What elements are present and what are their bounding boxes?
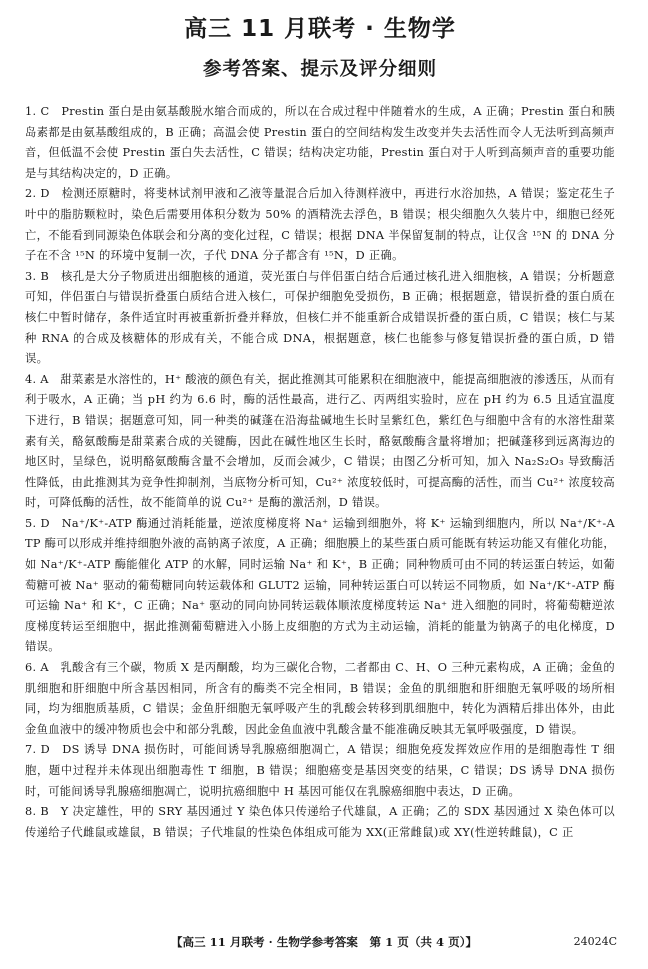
page-footer: 【高三 11 月联考 · 生物学参考答案 第 1 页（共 4 页）】: [170, 935, 478, 949]
answer-item-7: 7. D DS 诱导 DNA 损伤时，可能间诱导乳腺癌细胞凋亡，A 错误；细胞免疫发挥效应作用的是细胞毒性 T 细胞，题中过程并未体现出细胞毒性 T 细胞，B 错误；细胞癌变是基因突变的结果，C 错误；DS 诱导 DNA 损伤时，可能间诱导乳腺癌细胞凋亡，说明抗癌细胞中 H 基因可能仅在乳腺癌细胞中表达，D 正确。: [25, 743, 615, 798]
answer-item-5: 5. D Na⁺/K⁺-ATP 酶通过消耗能量，逆浓度梯度将 Na⁺ 运输到细胞外，将 K⁺ 运输到细胞内，所以 Na⁺/K⁺-ATP 酶可以形成并维持细胞外液的高钠离子浓度，A 正确；细胞膜上的某些蛋白质可能既有转运功能又有催化功能，如 Na⁺/K⁺-ATP 酶能催化 ATP 的水解，同时运输 Na⁺ 和 K⁺，B 正确；同种物质可由不同的转运蛋白转运，如葡萄糖可被 Na⁺ 驱动的葡萄糖同向转运载体和 GLUT2 运输，同种转运蛋白可以转运不同物质，如 Na⁺/K⁺-ATP 酶可运输 Na⁺ 和 K⁺，C 正确；Na⁺ 驱动的同向协同转运载体顺浓度梯度转运 Na⁺ 进入细胞的同时，将葡萄糖逆浓度梯度转运至细胞中，据此推测葡萄糖进入小肠上皮细胞的方式为主动运输，消耗的能量为钠离子的电化梯度，D 错误。: [25, 516, 615, 654]
page-subtitle: 参考答案、提示及评分细则: [202, 59, 437, 80]
answer-item-3: 3. B 核孔是大分子物质进出细胞核的通道，荧光蛋白与伴侣蛋白结合后通过核孔进入细胞核，A 错误；分析题意可知，伴侣蛋白与错误折叠蛋白质结合进入核仁，可保护细胞免受损伤，B 正确；根据题意，错误折叠的蛋白质在核仁中暂时储存，条件适宜时再被重新折叠并释放，但核仁并不能重新合成错误折叠的蛋白质，C 错误；核仁与某种 RNA 的合成及核糖体的形成有关，不能合成 DNA，根据题意，核仁也能参与修复错误折叠的蛋白质，D 错误。: [25, 269, 615, 366]
page-title: 高三 11 月联考 · 生物学: [184, 16, 456, 42]
answer-item-8: 8. B Y 决定雄性，甲的 SRY 基因通过 Y 染色体只传递给子代雄鼠，A 正确；乙的 SDX 基因通过 X 染色体可以传递给子代雌鼠或雄鼠，B 错误；子代堆鼠的性染色体组成可能为 XX(正常雌鼠)或 XY(性逆转雌鼠)，C 正: [25, 805, 615, 839]
document-code: 24024C: [573, 935, 617, 948]
answer-item-6: 6. A 乳酸含有三个碳，物质 X 是丙酮酸，均为三碳化合物，二者都由 C、H、O 三种元素构成，A 正确；金鱼的肌细胞和肝细胞中所含基因相同，所含有的酶类不完全相同，B 错误；金鱼的肌细胞和肝细胞无氧呼吸的场所相同，均为细胞质基质，C 错误；金鱼肝细胞无氧呼吸产生的乳酸会转移到肌细胞中，转化为酒精后排出体外，由此金鱼血液中的缓冲物质也会中和部分乳酸，因此金鱼血液中乳酸含量不能准确反映其无氧呼吸强度，D 错误。: [25, 661, 615, 736]
answer-list: [25, 102, 615, 843]
answer-item-2: 2. D 检测还原糖时，将斐林试剂甲液和乙液等量混合后加入待测样液中，再进行水浴加热，A 错误；鉴定花生子叶中的脂肪颗粒时，染色后需要用体积分数为 50% 的酒精洗去浮色，B 错误；根尖细胞久久装片中，细胞已经死亡，不能看到同源染色体联会和分离的变化过程，C 错误；根据 DNA 半保留复制的特点，让仅含 ¹⁵N 的 DNA 分子在不含 ¹⁵N 的环境中复制一次，子代 DNA 分子都含有 ¹⁵N，D 正确。: [25, 187, 615, 263]
answer-item-1: 1. C Prestin 蛋白是由氨基酸脱水缩合而成的，所以在合成过程中伴随着水的生成，A 正确；Prestin 蛋白和胰岛素都是由氨基酸组成的，B 正确；高温会使 Prestin 蛋白的空间结构发生改变并失去活性而令人无法听到高频声音，但低温不会使 Prestin 蛋白失去活性，C 错误；结构决定功能，Prestin 蛋白对于人听到高频声音的重要功能是与其结构决定的，D 正确。: [25, 105, 615, 180]
answer-item-4: 4. A 甜菜素是水溶性的，H⁺ 酸液的颜色有关，据此推测其可能累积在细胞液中，能提高细胞液的渗透压，从而有利于吸水，A 正确；当 pH 约为 6.6 时，酶的活性最高，进行乙、丙两组实验时，应在 pH 约为 6.5 且适宜温度下进行，B 错误；据题意可知，同一种类的碱蓬在沿海盐碱地生长时呈紫红色，紫红色与细胞中含有的水溶性甜菜素有关，酪氨酸酶是甜菜素合成的关键酶，因此在碱性地区生长时，酪氨酸酶含量将增加；把碱蓬移到远离海边的地区时，呈绿色，说明酪氨酸酶含量不会增加，反而会减少，C 错误；由图乙分析可知，加入 Na₂S₂O₃ 导致酶活性降低，由此推测其为竞争性抑制剂，当底物分析可知，Cu²⁺ 浓度较低时，可提高酶的活性，而当 Cu²⁺ 浓度较高时，可降低酶的活性，故不能简单的说 Cu²⁺ 是酶的激活剂，D 错误。: [25, 372, 615, 510]
